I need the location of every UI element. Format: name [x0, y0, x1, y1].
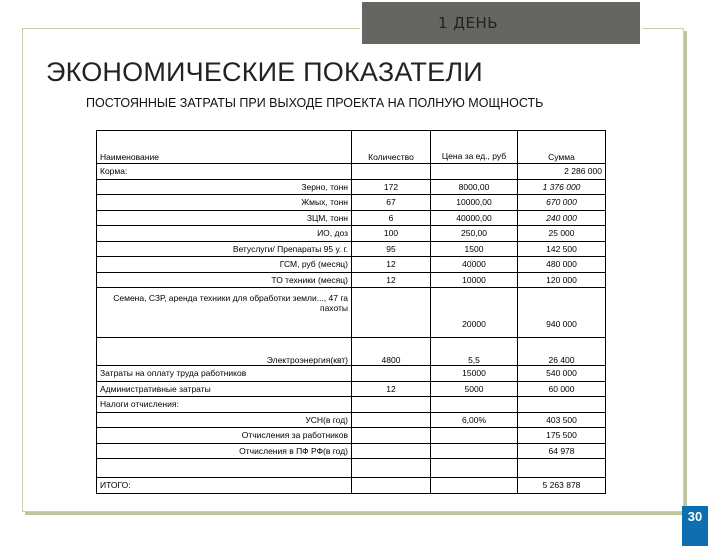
total-sum: 5 263 878 [518, 478, 606, 494]
row-name: Жмых, тонн [97, 195, 352, 211]
table-row [97, 241, 606, 257]
row-name: Отчисления в ПФ РФ(в год) [97, 443, 352, 459]
row-sum: 175 500 [518, 428, 606, 444]
table-row [97, 381, 606, 397]
row-price [431, 397, 518, 413]
row-name: Зерно, тонн [97, 179, 352, 195]
row-price: 15000 [431, 366, 518, 382]
row-qty: 6 [352, 210, 431, 226]
row-sum: 60 000 [518, 381, 606, 397]
row-name: Административные затраты [97, 381, 352, 397]
table-row [97, 443, 606, 459]
header-qty: Количество [352, 131, 431, 164]
row-name: Отчисления за работников [97, 428, 352, 444]
row-name: Семена, СЗР, аренда техники для обработки земли..., 47 га пахоты [97, 288, 352, 338]
row-price [431, 164, 518, 180]
table-row [97, 226, 606, 242]
row-price: 8000,00 [431, 179, 518, 195]
row-price [431, 428, 518, 444]
row-sum: 940 000 [518, 288, 606, 338]
total-label: ИТОГО: [97, 478, 352, 494]
row-sum [518, 397, 606, 413]
row-sum: 670 000 [518, 195, 606, 211]
table-row [97, 179, 606, 195]
row-name: ТО техники (месяц) [97, 272, 352, 288]
table-subtitle: ПОСТОЯННЫЕ ЗАТРАТЫ ПРИ ВЫХОДЕ ПРОЕКТА НА ПОЛНУЮ МОЩНОСТЬ [86, 96, 544, 110]
row-price: 10000,00 [431, 195, 518, 211]
row-name: Ветуслуги/ Препараты 95 у. г. [97, 241, 352, 257]
row-qty: 4800 [352, 338, 431, 366]
row-sum: 64 978 [518, 443, 606, 459]
row-name: Затраты на оплату труда работников [97, 366, 352, 382]
table-header-row [97, 131, 606, 164]
table-row [97, 412, 606, 428]
row-sum: 2 286 000 [518, 164, 606, 180]
row-price [431, 459, 518, 478]
day-label: 1 ДЕНЬ [438, 14, 499, 32]
page-number-badge: 30 [682, 506, 708, 546]
row-qty: 100 [352, 226, 431, 242]
table-row [97, 366, 606, 382]
row-qty: 12 [352, 272, 431, 288]
table-row [97, 288, 606, 338]
row-qty [352, 443, 431, 459]
row-price: 5,5 [431, 338, 518, 366]
row-qty [352, 164, 431, 180]
row-sum: 26 400 [518, 338, 606, 366]
row-price: 40000,00 [431, 210, 518, 226]
fixed-costs-table [96, 130, 606, 494]
row-sum: 540 000 [518, 366, 606, 382]
row-price: 10000 [431, 272, 518, 288]
row-qty [352, 412, 431, 428]
row-name: Корма: [97, 164, 352, 180]
header-sum: Сумма [518, 131, 606, 164]
row-sum: 142 500 [518, 241, 606, 257]
header-price: Цена за ед., руб [431, 131, 518, 164]
row-sum: 480 000 [518, 257, 606, 273]
row-price: 250,00 [431, 226, 518, 242]
row-name: ЗЦМ, тонн [97, 210, 352, 226]
table-row [97, 195, 606, 211]
total-qty [352, 478, 431, 494]
row-qty [352, 428, 431, 444]
row-price: 40000 [431, 257, 518, 273]
row-sum: 120 000 [518, 272, 606, 288]
row-sum: 403 500 [518, 412, 606, 428]
row-qty [352, 459, 431, 478]
row-name: УСН(в год) [97, 412, 352, 428]
row-price: 6,00% [431, 412, 518, 428]
table-total-row [97, 478, 606, 494]
table-row [97, 397, 606, 413]
table-row [97, 164, 606, 180]
table-row [97, 338, 606, 366]
row-qty: 95 [352, 241, 431, 257]
header-name: Наименование [97, 131, 352, 164]
row-price: 20000 [431, 288, 518, 338]
total-price [431, 478, 518, 494]
table-row [97, 459, 606, 478]
row-price: 1500 [431, 241, 518, 257]
row-price: 5000 [431, 381, 518, 397]
row-name: Электроэнергия(квт) [97, 338, 352, 366]
row-sum: 1 376 000 [518, 179, 606, 195]
row-name: Налоги отчисления: [97, 397, 352, 413]
table-row [97, 210, 606, 226]
row-name [97, 459, 352, 478]
row-qty: 172 [352, 179, 431, 195]
row-qty: 67 [352, 195, 431, 211]
table-row [97, 257, 606, 273]
page-title: ЭКОНОМИЧЕСКИЕ ПОКАЗАТЕЛИ [46, 57, 483, 87]
row-sum: 240 000 [518, 210, 606, 226]
row-price [431, 443, 518, 459]
row-sum: 25 000 [518, 226, 606, 242]
table-row [97, 428, 606, 444]
row-qty [352, 288, 431, 338]
row-name: ГСМ, руб (месяц) [97, 257, 352, 273]
row-sum [518, 459, 606, 478]
row-qty [352, 397, 431, 413]
day-banner [360, 0, 642, 46]
row-qty: 12 [352, 381, 431, 397]
row-qty: 12 [352, 257, 431, 273]
row-qty [352, 366, 431, 382]
table-row [97, 272, 606, 288]
row-name: ИО, доз [97, 226, 352, 242]
